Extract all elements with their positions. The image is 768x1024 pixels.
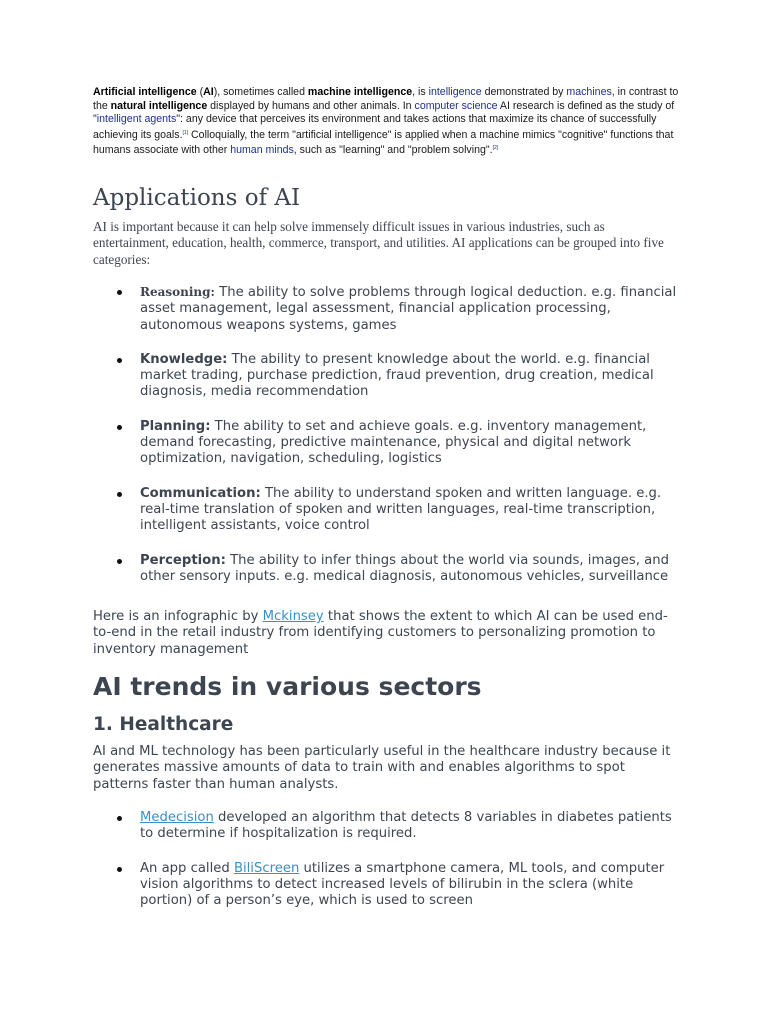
text: demonstrated by	[481, 86, 567, 98]
list-item-text: An app called	[140, 860, 234, 876]
link-intelligent-agents[interactable]: intelligent agents	[96, 113, 177, 125]
link-biliscreen[interactable]: BiliScreen	[233, 860, 300, 876]
bullet-icon	[117, 425, 122, 430]
list-item-term: Perception:	[140, 552, 226, 568]
list-item-term: Planning:	[140, 418, 211, 434]
list-item-text: The ability to infer things about the world via sounds, images, and other sensory inputs. e.g. medical diagnosis, autonomous vehicles, surveillance	[140, 552, 669, 584]
bullet-icon	[117, 492, 122, 497]
list-item-term: Knowledge:	[140, 351, 228, 367]
infographic-paragraph	[93, 609, 683, 658]
applications-intro: AI is important because it can help solve immensely difficult issues in various industries, such as entertainment, education, health, commerce, transport, and utilities. AI applications can be grouped into five categories:	[93, 219, 664, 267]
link-mckinsey[interactable]: Mckinsey	[262, 609, 324, 624]
bullet-icon	[117, 816, 122, 821]
healthcare-intro: AI and ML technology has been particularly useful in the healthcare industry because it generates massive amounts of data to train with and enables algorithms to spot patterns faster than human analysts.	[93, 744, 671, 792]
list-item-text: developed an algorithm that detects 8 variables in diabetes patients to determine if hospitalization is required.	[140, 810, 672, 842]
applications-heading: Applications of AI	[93, 185, 301, 211]
text: Colloquially, the term "artificial intelligence" is applied when a machine mimics "cognitive" functions that humans associate with other	[93, 128, 674, 156]
term-ai: Artificial intelligence	[93, 86, 197, 98]
list-item-term: Communication:	[140, 485, 261, 501]
term-ai-abbr: AI	[203, 86, 214, 98]
bullet-icon	[117, 867, 122, 872]
list-item-text: The ability to set and achieve goals. e.g. inventory management, demand forecasting, predictive maintenance, physical and digital network optimization, navigation, scheduling, logistics	[140, 418, 647, 467]
reference-1[interactable]: [1]	[182, 129, 189, 136]
text: displayed by humans and other animals. In	[207, 99, 415, 112]
bullet-icon	[117, 358, 122, 363]
list-item-text: The ability to solve problems through logical deduction. e.g. financial asset management, legal assessment, financial application processing, autonomous weapons systems, games	[140, 285, 677, 333]
intro-paragraph	[93, 86, 683, 158]
trends-heading: AI trends in various sectors	[93, 672, 482, 701]
link-machines[interactable]: machines	[566, 86, 612, 98]
link-medecision[interactable]: Medecision	[140, 810, 214, 825]
bullet-icon	[117, 290, 122, 295]
text: , such as "learning" and "problem solving".	[293, 144, 493, 156]
list-item-text: utilizes a smartphone camera, ML tools, and computer vision algorithms to detect increased levels of bilirubin in the sclera (white portion) of a person’s eye, which is used to screen	[140, 860, 665, 909]
list-item-term: Reasoning:	[140, 285, 215, 299]
list-item-text: The ability to understand spoken and written language. e.g. real-time translation of spoken and written languages, real-time transcription, intelligent assistants, voice control	[140, 485, 662, 534]
list-item-medecision	[93, 810, 683, 843]
bullet-icon	[117, 559, 122, 564]
text: ), sometimes called	[213, 86, 308, 98]
text: (	[196, 86, 204, 98]
text: that shows the extent to which AI can be used end-to-end in the retail industry from identifying customers to personalizing promotion to inventory management	[93, 609, 668, 657]
list-item-knowledge	[93, 352, 683, 401]
list-item-biliscreen	[93, 861, 683, 910]
applications-list	[93, 284, 683, 585]
term-natural-intelligence: natural intelligence	[110, 99, 208, 112]
text: , is	[412, 86, 429, 98]
list-item-text: The ability to present knowledge about the world. e.g. financial market trading, purchase prediction, fraud prevention, drug creation, medical diagnosis, media recommendation	[140, 351, 654, 400]
link-human-minds[interactable]: human minds	[230, 144, 294, 156]
healthcare-heading: 1. Healthcare	[93, 714, 234, 735]
list-item-planning	[93, 419, 683, 468]
term-machine-intelligence: machine intelligence	[307, 86, 413, 98]
reference-2[interactable]: [2]	[492, 145, 499, 151]
list-item-reasoning	[93, 284, 683, 334]
link-intelligence[interactable]: intelligence	[428, 86, 482, 98]
text: Here is an infographic by	[93, 609, 263, 624]
healthcare-list	[93, 810, 683, 909]
link-computer-science[interactable]: computer science	[414, 99, 498, 112]
text: , in contrast to the	[93, 86, 679, 112]
text: ": any device that perceives its environment and takes actions that maximize its chance of successfully achieving its goals.	[93, 113, 657, 141]
list-item-perception	[93, 553, 683, 586]
text: AI research is defined as the study of "	[93, 99, 675, 125]
list-item-communication	[93, 486, 683, 535]
